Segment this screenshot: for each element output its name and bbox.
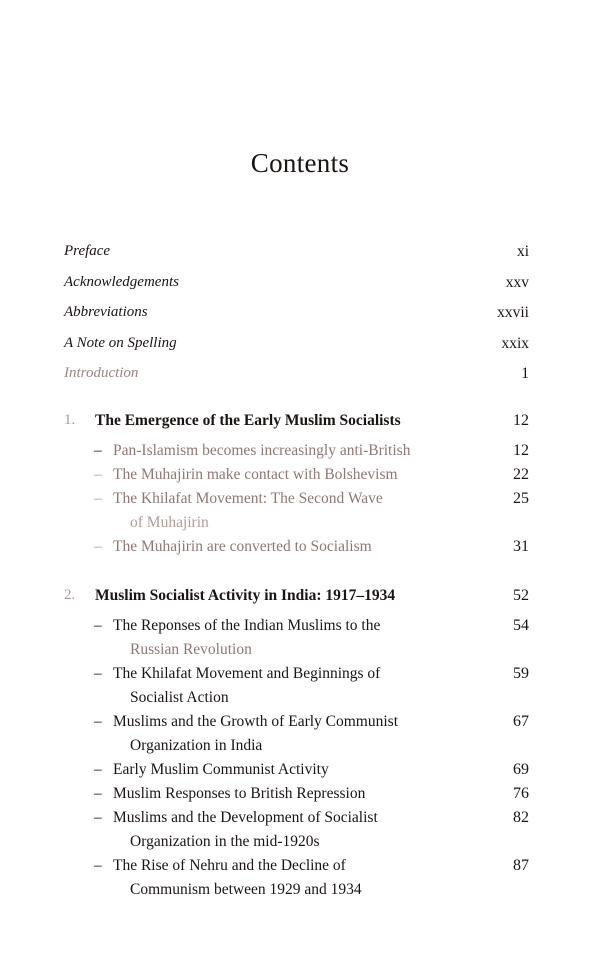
toc-section: – The Reponses of the Indian Muslims to the 54 <box>94 617 529 634</box>
section-title-continued: Organization in India <box>130 737 263 754</box>
chapter-title: Muslim Socialist Activity in India: 1917–1934 <box>95 587 396 604</box>
toc-section: – The Muhajirin are converted to Socialism 31 <box>94 538 529 555</box>
toc-entry-page: xi <box>516 243 529 260</box>
toc-section-continued <box>0 689 600 713</box>
toc-section-continued <box>0 641 600 665</box>
section-title: Early Muslim Communist Activity <box>113 761 329 778</box>
toc-entry-page: 1 <box>521 365 529 382</box>
toc-section-continued <box>0 737 600 761</box>
section-page: 31 <box>513 538 529 555</box>
toc-entry-page: xxix <box>501 335 529 352</box>
section-title-continued: Socialist Action <box>130 689 229 706</box>
section-title-continued: Organization in the mid-1920s <box>130 833 320 850</box>
section-title: The Reponses of the Indian Muslims to the <box>113 617 381 634</box>
section-page: 22 <box>513 466 529 483</box>
toc-section: – Pan-Islamism becomes increasingly anti-British 12 <box>94 442 529 459</box>
section-title: The Khilafat Movement and Beginnings of <box>113 665 381 682</box>
toc-section-continued <box>0 833 600 857</box>
chapter-page: 12 <box>513 412 529 429</box>
section-title: Muslims and the Growth of Early Communist <box>113 713 399 730</box>
toc-entry-acknowledgements <box>0 274 600 298</box>
toc-section: – Muslims and the Growth of Early Communist 67 <box>94 713 529 730</box>
section-page: 82 <box>513 809 529 826</box>
section-title: Pan-Islamism becomes increasingly anti-British <box>113 442 411 459</box>
section-title-continued: Communism between 1929 and 1934 <box>130 881 362 898</box>
toc-entry-label: Preface <box>64 243 111 259</box>
chapter-title: The Emergence of the Early Muslim Socialists <box>95 412 401 429</box>
toc-section: – Muslim Responses to British Repression 76 <box>94 785 529 802</box>
section-page: 54 <box>513 617 529 634</box>
toc-entry-abbreviations <box>0 304 600 328</box>
toc-entry-note-on-spelling <box>0 335 600 359</box>
toc-section-continued <box>0 514 600 538</box>
toc-entry-introduction <box>0 365 600 389</box>
toc-entry-label: A Note on Spelling <box>64 335 177 351</box>
toc-entry-preface <box>0 243 600 267</box>
toc-entry-label: Acknowledgements <box>64 274 179 290</box>
chapter-number: 1. <box>64 412 76 428</box>
toc-chapter-2 <box>0 587 600 611</box>
toc-entry-page: xxvii <box>497 304 529 321</box>
section-title: The Muhajirin make contact with Bolshevism <box>113 466 398 483</box>
toc-section: – The Rise of Nehru and the Decline of 87 <box>94 857 529 874</box>
section-page: 12 <box>513 442 529 459</box>
section-title: Muslim Responses to British Repression <box>113 785 366 802</box>
section-title: The Khilafat Movement: The Second Wave <box>113 490 383 507</box>
chapter-number: 2. <box>64 587 76 603</box>
section-page: 87 <box>513 857 529 874</box>
section-page: 69 <box>513 761 529 778</box>
chapter-page: 52 <box>513 587 529 604</box>
toc-section: – The Khilafat Movement and Beginnings of 59 <box>94 665 529 682</box>
section-title: Muslims and the Development of Socialist <box>113 809 378 826</box>
toc-section: – Early Muslim Communist Activity 69 <box>94 761 529 778</box>
section-page: 59 <box>513 665 529 682</box>
toc-section: – The Muhajirin make contact with Bolshevism 22 <box>94 466 529 483</box>
toc-entry-page: xxv <box>505 274 529 291</box>
section-page: 76 <box>513 785 529 802</box>
section-title: The Muhajirin are converted to Socialism <box>113 538 372 555</box>
toc-entry-label: Abbreviations <box>64 304 148 320</box>
page-title: Contents <box>250 148 350 178</box>
section-title-continued: of Muhajirin <box>130 514 209 531</box>
section-title: The Rise of Nehru and the Decline of <box>113 857 346 874</box>
section-title-continued: Russian Revolution <box>130 641 252 658</box>
toc-section-continued <box>0 881 600 905</box>
toc-section: – Muslims and the Development of Socialist 82 <box>94 809 529 826</box>
toc-section: – The Khilafat Movement: The Second Wave 25 <box>94 490 529 507</box>
toc-chapter-1 <box>0 412 600 436</box>
toc-entry-label: Introduction <box>64 365 139 381</box>
section-page: 25 <box>513 490 529 507</box>
section-page: 67 <box>513 713 529 730</box>
